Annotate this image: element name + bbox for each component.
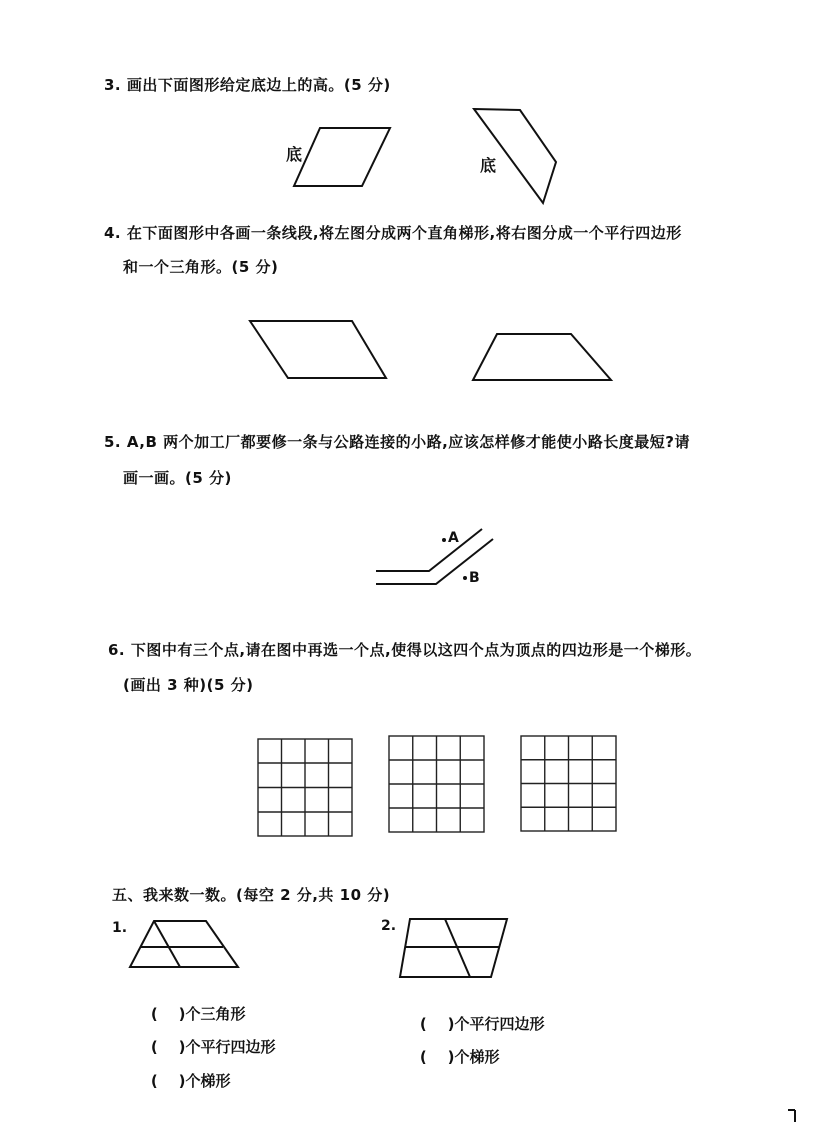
- q4-trapezoid: [473, 334, 611, 380]
- s5-part2-number: 2.: [381, 918, 397, 934]
- question-6-line-2: (画出 3 种)(5 分): [123, 676, 254, 694]
- s5-p1-answer-3[interactable]: [130, 1052, 231, 1109]
- q3-parallelogram: [294, 128, 390, 186]
- answer-blank[interactable]: ( ): [150, 1038, 186, 1056]
- q5-point-a: [442, 538, 446, 542]
- q5-road-upper: [376, 529, 482, 571]
- answer-blank[interactable]: ( ): [419, 1015, 455, 1033]
- answer-text: 个平行四边形: [454, 1015, 545, 1033]
- q5-label-a: A: [448, 530, 459, 546]
- answer-text: 个梯形: [454, 1048, 500, 1066]
- answer-text: 个平行四边形: [185, 1038, 276, 1056]
- s5-p2-answer-2[interactable]: [399, 1028, 500, 1085]
- q6-grid-2: [389, 736, 484, 832]
- s5-figure-2: [400, 919, 507, 977]
- answer-blank[interactable]: ( ): [419, 1048, 455, 1066]
- q6-grid-1: [258, 739, 352, 836]
- s5-figure-1: [130, 921, 238, 967]
- s5-part1-number: 1.: [112, 920, 128, 936]
- q4-parallelogram: [250, 321, 386, 378]
- q5-point-b: [463, 576, 467, 580]
- answer-text: 个三角形: [185, 1005, 246, 1023]
- question-5-line-2: 画一画。(5 分): [123, 469, 232, 487]
- question-4-line-1: 4. 在下面图形中各画一条线段,将左图分成两个直角梯形,将右图分成一个平行四边形: [104, 224, 682, 242]
- question-4-line-2: 和一个三角形。(5 分): [123, 258, 279, 276]
- question-5-line-1: 5. A,B 两个加工厂都要修一条与公路连接的小路,应该怎样修才能使小路长度最短?请: [104, 433, 691, 451]
- q6-grid-3: [521, 736, 616, 831]
- q3-base-label-right: 底: [480, 156, 497, 175]
- question-3-text: 3. 画出下面图形给定底边上的高。(5 分): [104, 76, 391, 94]
- section-5-title: 五、我来数一数。(每空 2 分,共 10 分): [112, 886, 391, 904]
- question-6-line-1: 6. 下图中有三个点,请在图中再选一个点,使得以这四个点为顶点的四边形是一个梯形。: [108, 641, 702, 659]
- answer-blank[interactable]: ( ): [150, 1005, 186, 1023]
- answer-text: 个梯形: [185, 1072, 231, 1090]
- q3-base-label-left: 底: [286, 145, 303, 164]
- q5-label-b: B: [469, 570, 480, 586]
- answer-blank[interactable]: ( ): [150, 1072, 186, 1090]
